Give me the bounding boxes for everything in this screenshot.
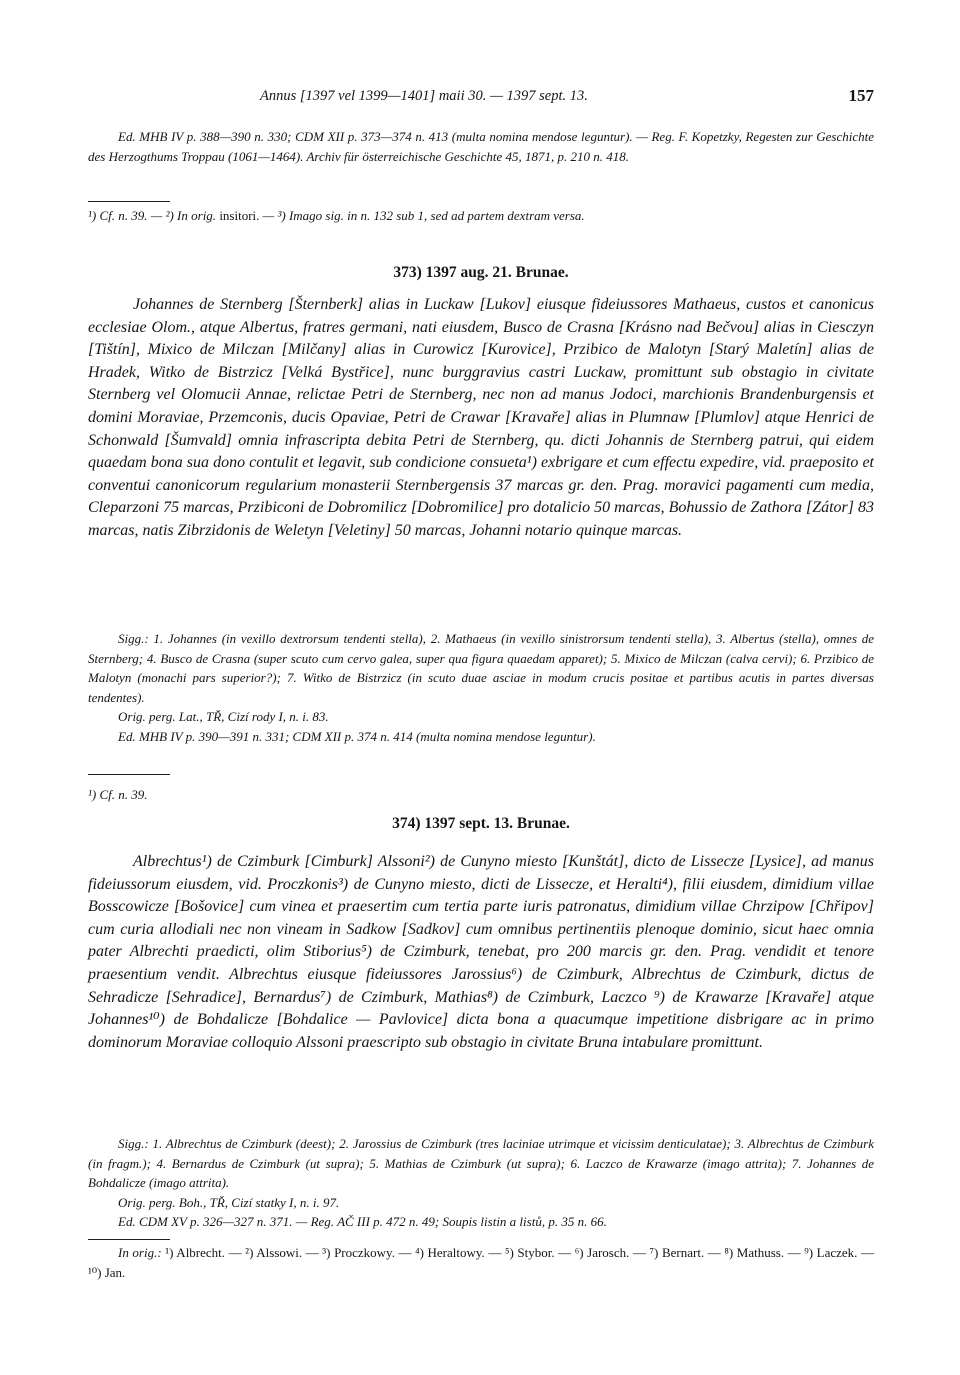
document-373-original: Orig. perg. Lat., TŘ, Cizí rody I, n. i. 83. <box>118 709 329 724</box>
document-374-apparatus <box>88 1134 874 1232</box>
footnote-separator: — <box>147 208 166 223</box>
running-title: Annus [1397 vel 1399—1401] maii 30. — 1397 sept. 13. <box>260 88 588 104</box>
footnote-rule <box>88 201 170 202</box>
footnote-rule <box>88 1239 170 1240</box>
document-373-text <box>88 294 874 543</box>
document-373-footnotes <box>88 785 874 805</box>
document-373-heading: 373) 1397 aug. 21. Brunae. <box>393 264 569 281</box>
editions-note: Ed. MHB IV p. 388—390 n. 330; CDM XII p. 373—374 n. 413 (multa nomina mendose leguntur). — Reg. F. Kopetzky, Regesten zur Geschichte des Herzogthums Troppau (1061—1464). Archiv für österreichische Geschichte 45, 1871, p. 210 n. 418. <box>88 129 874 164</box>
document-374-footnotes <box>88 1243 874 1282</box>
document-374-editions: Ed. CDM XV p. 326—327 n. 371. — Reg. AČ III p. 472 n. 49; Soupis listin a listů, p. 35 n. 66. <box>118 1214 607 1229</box>
orig-readings-list: ¹) Albrecht. — ²) Alssowi. — ³) Proczkowy. — ⁴) Heraltowy. — ⁵) Stybor. — ⁶) Jarosch. — ⁷) Bernart. — ⁸) Mathuss. — ⁹) Laczek. — ¹⁰) Jan. <box>88 1245 874 1280</box>
page-header <box>88 88 874 110</box>
footnote-2-word: insitori. <box>216 208 260 223</box>
footnote-separator: — <box>259 208 278 223</box>
orig-readings-label: In orig.: <box>118 1245 162 1260</box>
document-373-seals: Sigg.: 1. Johannes (in vexillo dextrorsum tendenti stella), 2. Mathaeus (in vexillo sinistrorsum tendenti stella), 3. Albertus (stella), omnes de Sternberg; 4. Busco de Crasna (super scuto cum cervo galea, super qua figura quaedam apparet); 5. Mixico de Milczan (calva cervi); 6. Przibico de Malotyn (monachi pars superior?); 7. Witko de Bistrzicz (in scuto duae asciae in modum crucis positae et partibus acutis in partes diversas tendentes). <box>88 631 874 705</box>
footnote-1: ¹) Cf. n. 39. <box>88 208 148 223</box>
footnote-3: ³) Imago sig. in n. 132 sub 1, sed ad partem dextram versa. <box>277 208 585 223</box>
document-374-text <box>88 851 874 1054</box>
document-373-paragraph: Johannes de Sternberg [Šternberk] alias in Luckaw [Lukov] eiusque fideiussores Mathaeus, custos et canonicus ecclesiae Olom., atque Albertus, fratres germani, nati eiusdem, Busco de Crasna [Krásno nad Bečvou] alias in Ciesczyn [Tištín], Mixico de Milczan [Milčany] alias in Curowicz [Kurovice], Przibico de Malotyn [Starý Maletín] alias de Hradek, Witko de Bistrzicz [Velká Bystřice], nunc burggravius castri Luckaw, promittunt sub obstagio in civitate Sternberg vel Olomucii Annae, relictae Petri de Sternberg, nec non ad manus Jodoci, marchionis Brandenburgensis et domini Moraviae, Przemconis, ducis Opaviae, Petri de Crawar [Kravaře] alias in Plumnaw [Plumlov] atque Henrici de Schonwald [Šumvald] omnia infrascripta debita Petri de Sternberg, qu. dicti Johannis de Sternberg patrui, qui eidem quaedam bona sua dono contulit et legavit, sub condicione consueta¹) exbrigare et cum effectu expedire, vid. praeposito et conventui canonicorum regularium monasterii Sternbergensis 37 marcas gr. den. Prag. moravici pagamenti cum media, Cleparzoni 75 marcas, Przibiconi de Dobromilicz [Dobromilice] pro dotalicio 50 marcas, Bohussio de Zathora [Zátor] 83 marcas, natis Zibrzidonis de Weletyn [Veletiny] 50 marcas, Johanni notario quinque marcas. <box>88 296 874 539</box>
footnote-2: ²) In orig. <box>165 208 217 223</box>
document-374-paragraph: Albrechtus¹) de Czimburk [Cimburk] Alssoni²) de Cunyno miesto [Kunštát], dicto de Lissecze [Lysice], ad manus fideiussorum eiusdem, vid. Proczkonis³) de Cunyno miesto, dicti de Lissecze, et Heralti⁴), filii eiusdem, dimidium villae Bosscowicze [Bošovice] cum vinea et praesertim cum tertia parte iuris patronatus, dimidium villae Chrzipow [Chřipov] cum curia allodiali nec non vineam in Sadkow [Sadkov] cum omnibus pertinentiis plenoque dominio, sicut haec omnia pater Albrechti praedicti, olim Stiborius⁵) de Czimburk, tenebat, pro 200 marcis gr. den. Prag. vendidit et tenore praesentium vendit. Albrechtus eiusque fideiussores Jarossius⁶) de Czimburk, Albrechtus de Czimburk, dictus de Sehradicze [Sehradice], Bernardus⁷) de Czimburk, Mathias⁸) de Czimburk, Laczco ⁹) de Krawarze [Kravaře] atque Johannes¹⁰) de Bohdalicze [Bohdalice — Pavlovice] dicta bona a quacumque impetitione disbrigare ac in primo dominorum Moraviae colloquio Alssoni praescripto sub obstagio in civitate Bruna intabulare promittunt. <box>88 853 874 1051</box>
document-374-orig-readings <box>88 1243 874 1282</box>
previous-document-editions <box>88 127 874 166</box>
footnote-line <box>88 206 874 226</box>
document-374-original: Orig. perg. Boh., TŘ, Cizí statky I, n. i. 97. <box>118 1194 340 1210</box>
previous-document-footnotes <box>88 206 874 226</box>
document-374-heading: 374) 1397 sept. 13. Brunae. <box>392 815 570 832</box>
document-374-seals: Sigg.: 1. Albrechtus de Czimburk (deest); 2. Jarossius de Czimburk (tres laciniae utrimque et vicissim denticulatae); 3. Albrechtus de Czimburk (in fragm.); 4. Bernardus de Czimburk (ut supra); 5. Mathias de Czimburk (ut supra); 6. Laczco de Krawarze (imago attrita); 7. Johannes de Bohdalicze (imago attrita). <box>88 1136 874 1190</box>
document-373-footnote-1: ¹) Cf. n. 39. <box>88 787 148 802</box>
page-number: 157 <box>848 86 874 105</box>
document-373-apparatus <box>88 629 874 746</box>
footnote-rule <box>88 774 170 775</box>
document-373-editions: Ed. MHB IV p. 390—391 n. 331; CDM XII p. 374 n. 414 (multa nomina mendose leguntur). <box>118 728 596 744</box>
